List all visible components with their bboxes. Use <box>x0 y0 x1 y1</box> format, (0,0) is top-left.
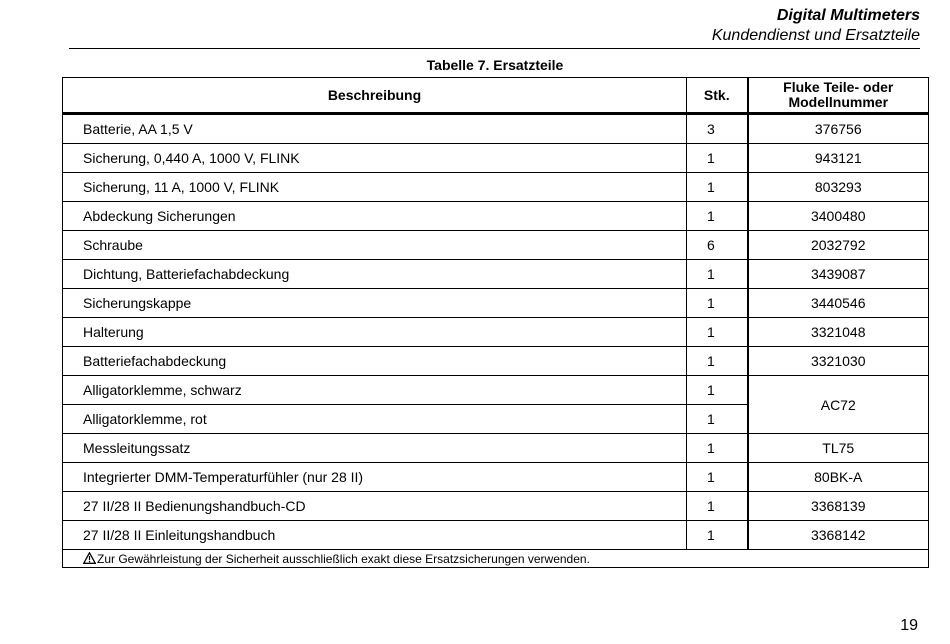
cell-quantity: 3 <box>687 114 748 144</box>
table-row <box>63 289 929 318</box>
column-header-description: Beschreibung <box>63 78 687 114</box>
cell-part-number: 3368139 <box>748 492 929 521</box>
cell-description: Schraube <box>63 231 687 260</box>
table-row <box>63 376 929 405</box>
cell-part-number: 3321030 <box>748 347 929 376</box>
table-row <box>63 202 929 231</box>
table-row <box>63 144 929 173</box>
cell-quantity: 1 <box>687 144 748 173</box>
cell-description: Dichtung, Batteriefachabdeckung <box>63 260 687 289</box>
cell-part-number: 3440546 <box>748 289 929 318</box>
cell-part-number: 376756 <box>748 114 929 144</box>
table-row <box>63 260 929 289</box>
cell-quantity: 1 <box>687 463 748 492</box>
cell-description: 27 II/28 II Einleitungshandbuch <box>63 521 687 550</box>
column-header-quantity: Stk. <box>687 78 748 114</box>
table-footnote-row <box>63 550 929 568</box>
cell-description: Alligatorklemme, rot <box>63 405 687 434</box>
table-header-row <box>63 78 929 114</box>
table-row <box>63 463 929 492</box>
cell-description: Abdeckung Sicherungen <box>63 202 687 231</box>
table-footnote-text: Zur Gewährleistung der Sicherheit ausschließlich exakt diese Ersatzsicherungen verwenden. <box>97 551 590 566</box>
table-row <box>63 231 929 260</box>
column-header-part-number-line1: Fluke Teile- oder <box>783 79 894 95</box>
cell-description: Integrierter DMM-Temperaturfühler (nur 28 II) <box>63 463 687 492</box>
cell-description: Messleitungssatz <box>63 434 687 463</box>
cell-part-number: 3368142 <box>748 521 929 550</box>
cell-description: Sicherung, 11 A, 1000 V, FLINK <box>63 173 687 202</box>
cell-part-number: 803293 <box>748 173 929 202</box>
cell-quantity: 1 <box>687 318 748 347</box>
table-caption: Tabelle 7. Ersatzteile <box>426 57 564 73</box>
column-header-part-number <box>748 78 929 114</box>
table-row <box>63 434 929 463</box>
warning-icon <box>83 552 96 564</box>
cell-quantity: 1 <box>687 347 748 376</box>
cell-part-number: 3439087 <box>748 260 929 289</box>
cell-description: Alligatorklemme, schwarz <box>63 376 687 405</box>
cell-quantity: 1 <box>687 521 748 550</box>
cell-part-number: 3321048 <box>748 318 929 347</box>
cell-quantity: 6 <box>687 231 748 260</box>
cell-quantity: 1 <box>687 202 748 231</box>
header-title: Digital Multimeters <box>776 7 920 24</box>
column-header-part-number-line2: Modellnummer <box>788 94 889 110</box>
cell-description: 27 II/28 II Bedienungshandbuch-CD <box>63 492 687 521</box>
cell-quantity: 1 <box>687 173 748 202</box>
cell-description: Batterie, AA 1,5 V <box>63 114 687 144</box>
cell-quantity: 1 <box>687 289 748 318</box>
page-number: 19 <box>900 617 918 634</box>
header-rule <box>69 48 920 49</box>
cell-part-number: 80BK-A <box>748 463 929 492</box>
cell-quantity: 1 <box>687 376 748 405</box>
table-footnote <box>63 550 929 568</box>
table-row <box>63 492 929 521</box>
cell-quantity: 1 <box>687 434 748 463</box>
parts-table <box>62 77 929 568</box>
cell-description: Sicherung, 0,440 A, 1000 V, FLINK <box>63 144 687 173</box>
table-body <box>63 114 929 568</box>
table-row <box>63 318 929 347</box>
cell-quantity: 1 <box>687 405 748 434</box>
table-row <box>63 173 929 202</box>
cell-part-number: 2032792 <box>748 231 929 260</box>
header-subtitle: Kundendienst und Ersatzteile <box>711 27 920 44</box>
cell-description: Halterung <box>63 318 687 347</box>
cell-part-number: 943121 <box>748 144 929 173</box>
cell-part-number: AC72 <box>748 376 929 434</box>
table-row <box>63 521 929 550</box>
cell-part-number: TL75 <box>748 434 929 463</box>
cell-part-number: 3400480 <box>748 202 929 231</box>
cell-quantity: 1 <box>687 260 748 289</box>
cell-description: Batteriefachabdeckung <box>63 347 687 376</box>
table-row <box>63 114 929 144</box>
table-row <box>63 347 929 376</box>
cell-quantity: 1 <box>687 492 748 521</box>
cell-description: Sicherungskappe <box>63 289 687 318</box>
